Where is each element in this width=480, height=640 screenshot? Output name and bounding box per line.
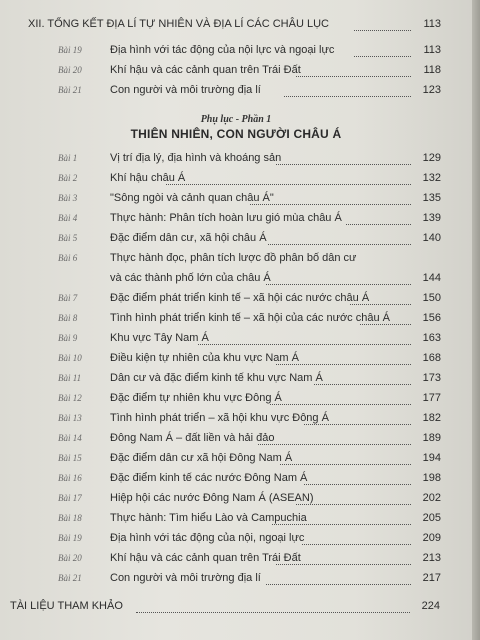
dot-leader	[272, 512, 411, 525]
appendix-label: Phụ lục - Phần 1	[200, 114, 272, 125]
lesson-title: và các thành phố lớn của châu Á	[110, 272, 271, 284]
toc-row	[58, 410, 441, 430]
dot-leader	[360, 312, 411, 325]
dot-leader	[304, 412, 411, 425]
section-xii-title: XII. TỔNG KẾT ĐỊA LÍ TỰ NHIÊN VÀ ĐỊA LÍ CÁC CHÂU LỤC	[28, 18, 329, 30]
lesson-title: Tình hình phát triển kinh tế – xã hội của các nước châu Á	[110, 312, 390, 324]
toc-row	[58, 530, 441, 550]
dot-leader	[266, 572, 411, 585]
lesson-number: Bài 2	[58, 173, 78, 183]
toc-row	[58, 430, 441, 450]
lesson-page: 150	[422, 292, 441, 304]
lesson-title: Khí hậu châu Á	[110, 172, 186, 184]
toc-row	[58, 230, 441, 250]
lesson-page: 205	[422, 512, 441, 524]
lesson-number: Bài 15	[58, 453, 82, 463]
dot-leader	[276, 352, 411, 365]
dot-leader	[284, 84, 411, 97]
dot-leader	[350, 292, 411, 305]
dot-leader	[270, 392, 411, 405]
lesson-number: Bài 7	[58, 293, 78, 303]
lesson-number: Bài 20	[58, 65, 82, 75]
lesson-title: Đông Nam Á – đất liền và hải đảo	[110, 432, 275, 444]
lesson-number: Bài 8	[58, 313, 78, 323]
lesson-number: Bài 12	[58, 393, 82, 403]
lesson-page: 144	[422, 272, 441, 284]
dot-leader	[302, 532, 411, 545]
dot-leader	[346, 212, 411, 225]
lesson-title: "Sông ngòi và cảnh quan châu Á"	[110, 192, 274, 204]
page-edge	[472, 0, 480, 640]
toc-row	[58, 82, 441, 102]
lesson-title: Khu vực Tây Nam Á	[110, 332, 209, 344]
lesson-number: Bài 6	[58, 253, 78, 263]
toc-row	[58, 470, 441, 490]
lesson-number: Bài 14	[58, 433, 82, 443]
lesson-page: 217	[422, 572, 441, 584]
lesson-page: 177	[422, 392, 441, 404]
dot-leader	[280, 452, 411, 465]
lesson-number: Bài 16	[58, 473, 82, 483]
lesson-title: Khí hậu và các cảnh quan trên Trái Đất	[110, 552, 301, 564]
lesson-page: 129	[422, 152, 441, 164]
lesson-page: 139	[422, 212, 441, 224]
dot-leader	[268, 232, 411, 245]
dot-leader	[266, 272, 411, 285]
lesson-number: Bài 17	[58, 493, 82, 503]
toc-row	[58, 190, 441, 210]
toc-row	[58, 330, 441, 350]
lesson-title: Điều kiện tự nhiên của khu vực Nam Á	[110, 352, 299, 364]
lesson-page: 189	[422, 432, 441, 444]
lesson-title: Thực hành đọc, phân tích lược đồ phân bố dân cư	[110, 252, 357, 264]
toc-row	[58, 42, 441, 62]
lesson-number: Bài 4	[58, 213, 78, 223]
lesson-number: Bài 13	[58, 413, 82, 423]
lesson-page: 113	[423, 44, 441, 56]
lesson-page: 132	[422, 172, 441, 184]
lesson-page: 163	[422, 332, 441, 344]
appendix-title: THIÊN NHIÊN, CON NGƯỜI CHÂU Á	[130, 127, 342, 141]
references-page: 224	[421, 600, 440, 612]
toc-row	[58, 490, 441, 510]
lesson-page: 213	[422, 552, 441, 564]
lesson-page: 182	[422, 412, 441, 424]
lesson-page: 173	[422, 372, 441, 384]
lesson-title: Đặc điểm phát triển kinh tế – xã hội các nước châu Á	[110, 292, 370, 304]
lesson-title: Dân cư và đặc điểm kinh tế khu vực Nam Á	[110, 372, 323, 384]
lesson-title: Thực hành: Phân tích hoàn lưu gió mùa châu Á	[110, 212, 342, 224]
toc-references	[10, 598, 440, 618]
toc-row	[58, 570, 441, 590]
lesson-title: Địa hình với tác động của nội, ngoại lực	[110, 532, 305, 544]
toc-row	[58, 210, 441, 230]
lesson-title: Đặc điểm kinh tế các nước Đông Nam Á	[110, 472, 308, 484]
lesson-number: Bài 11	[58, 373, 82, 383]
dot-leader	[276, 152, 411, 165]
lesson-page: 123	[422, 84, 441, 96]
toc-row	[58, 62, 441, 82]
section-xii-page: 113	[423, 18, 441, 30]
toc-row	[58, 290, 441, 310]
dot-leader	[354, 44, 411, 57]
toc-row	[58, 270, 441, 290]
lesson-page: 168	[422, 352, 441, 364]
lesson-number: Bài 19	[58, 533, 82, 543]
toc-row	[58, 390, 441, 410]
lesson-title: Đặc điểm tự nhiên khu vực Đông Á	[110, 392, 282, 404]
lesson-page: 209	[422, 532, 441, 544]
dot-leader	[276, 552, 411, 565]
lesson-number: Bài 21	[58, 85, 82, 95]
lesson-title: Con người và môi trường địa lí	[110, 572, 261, 584]
lesson-page: 156	[422, 312, 441, 324]
lesson-title: Khí hậu và các cảnh quan trên Trái Đất	[110, 64, 301, 76]
lesson-number: Bài 18	[58, 513, 82, 523]
toc-row	[58, 150, 441, 170]
references-title: TÀI LIỆU THAM KHẢO	[10, 600, 123, 612]
toc-section-xii	[28, 16, 441, 36]
toc-row	[58, 370, 441, 390]
toc-row	[58, 550, 441, 570]
lesson-page: 140	[422, 232, 441, 244]
dot-leader	[296, 492, 411, 505]
lesson-title: Tình hình phát triển – xã hội khu vực Đông Á	[110, 412, 329, 424]
lesson-number: Bài 20	[58, 553, 82, 563]
lesson-number: Bài 3	[58, 193, 78, 203]
dot-leader	[250, 192, 411, 205]
lesson-page: 194	[422, 452, 441, 464]
lesson-title: Hiệp hội các nước Đông Nam Á (ASEAN)	[110, 492, 314, 504]
toc-row	[58, 170, 441, 190]
lesson-number: Bài 1	[58, 153, 78, 163]
lesson-page: 135	[422, 192, 441, 204]
toc-row	[58, 510, 441, 530]
toc-row	[58, 310, 441, 330]
lesson-title: Địa hình với tác động của nội lực và ngoại lực	[110, 44, 335, 56]
lesson-number: Bài 10	[58, 353, 82, 363]
toc-row	[58, 450, 441, 470]
lesson-number: Bài 19	[58, 45, 82, 55]
dot-leader	[304, 472, 411, 485]
lesson-number: Bài 21	[58, 573, 82, 583]
dot-leader	[296, 64, 411, 77]
lesson-number: Bài 5	[58, 233, 78, 243]
lesson-page: 118	[423, 64, 441, 76]
lesson-number: Bài 9	[58, 333, 78, 343]
dot-leader	[354, 18, 411, 31]
lesson-page: 198	[422, 472, 441, 484]
toc-row	[58, 350, 441, 370]
lesson-title: Đặc điểm dân cư, xã hội châu Á	[110, 232, 267, 244]
lesson-title: Thực hành: Tìm hiểu Lào và Campuchia	[110, 512, 307, 524]
dot-leader	[258, 432, 411, 445]
lesson-title: Vị trí địa lý, địa hình và khoáng sản	[110, 152, 282, 164]
dot-leader	[166, 172, 411, 185]
dot-leader	[198, 332, 411, 345]
lesson-page: 202	[422, 492, 441, 504]
lesson-title: Đặc điểm dân cư xã hội Đông Nam Á	[110, 452, 293, 464]
lesson-title: Con người và môi trường địa lí	[110, 84, 261, 96]
dot-leader	[136, 600, 410, 613]
dot-leader	[314, 372, 411, 385]
toc-row	[58, 250, 441, 270]
